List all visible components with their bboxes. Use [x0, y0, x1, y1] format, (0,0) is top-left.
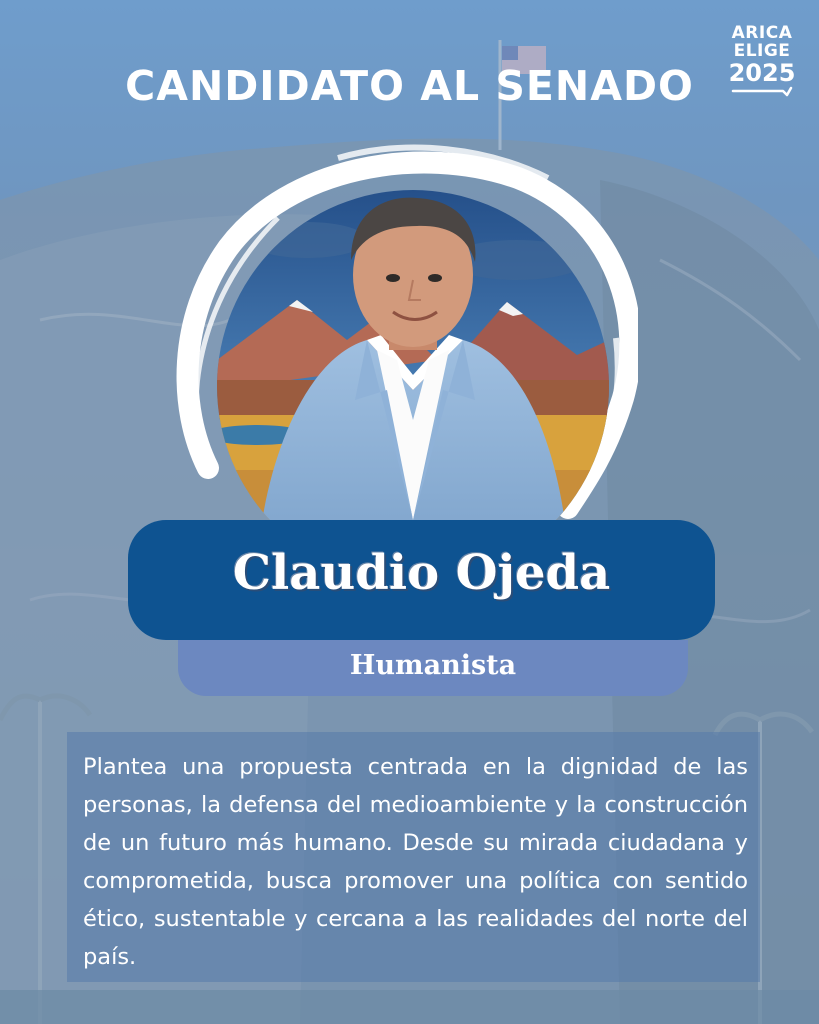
arica-elige-logo: [727, 24, 797, 98]
logo-year: 2025: [728, 59, 796, 87]
candidate-description: Plantea una propuesta centrada en la dignidad de las personas, la defensa del medioambiente y la construcción de un futuro más humano. Desde su mirada ciudadana y comprometida, busca promover una política con sentido ético, sustentable y cercana a las realidades del norte del país.: [83, 754, 748, 970]
logo-text-elige: ELIGE: [733, 41, 791, 61]
candidate-name: Claudio Ojeda: [232, 545, 611, 601]
poster-title: CANDIDATO AL SENADO: [125, 62, 694, 110]
checkmark-underline-icon: [731, 86, 793, 98]
candidate-party: Humanista: [349, 650, 517, 681]
logo-text-arica: ARICA: [731, 23, 793, 43]
